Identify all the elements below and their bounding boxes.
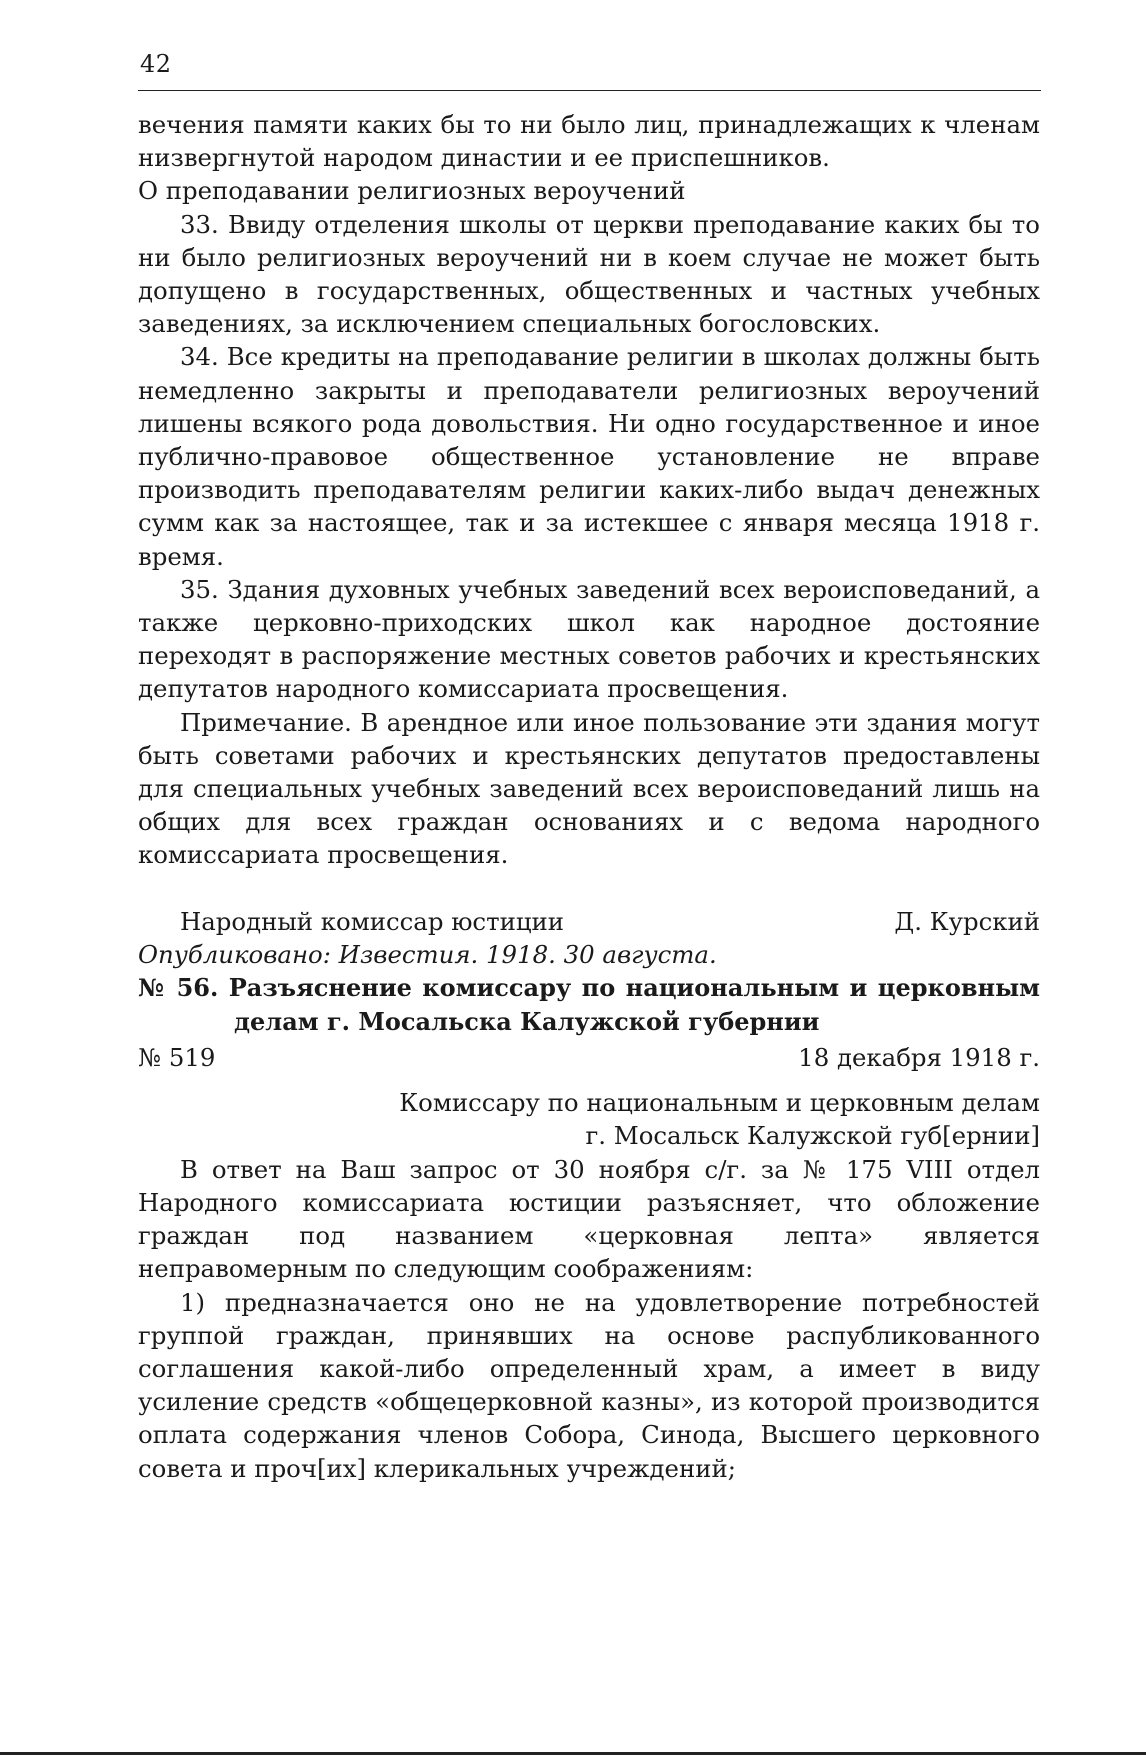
publication-note: Опубликовано: Известия. 1918. 30 августа. [138,939,717,969]
addressee-line-2: г. Мосальск Калужской губ[ернии] [585,1121,1040,1151]
document-date: 18 декабря 1918 г. [798,1043,1040,1073]
page-number: 42 [140,50,172,78]
signature-name: Д. Курский [894,906,1040,936]
document-number-date [138,1041,1040,1074]
addressee-line-1: Комиссару по национальным и церковным делам [399,1088,1040,1118]
bottom-rule [0,1752,1146,1755]
signature-title: Народный комиссар юстиции [180,906,565,936]
document-heading: № 56. Разъяснение комиссару по национальным и церковным делам г. Мосальска Калужской губернии [138,973,1040,1037]
section-heading: О преподавании религиозных вероучений [138,176,686,206]
paragraph-34: 34. Все кредиты на преподавание религии в школах должны быть немедленно закрыты и преподаватели религиозных вероучений лишены всякого рода довольствия. Ни одно государственное и иное публично-правовое общественное установление не вправе производить преподавателям религии каких-либо выдач денежных сумм как за настоящее, так и за истекшее с января месяца 1918 г. время. [138,342,1040,571]
addressee-block [138,1086,1040,1152]
header-rule [138,90,1041,91]
body-paragraph-1: В ответ на Ваш запрос от 30 ноября с/г. за № 175 VIII отдел Народного комиссариата юстиции разъясняет, что обложение граждан под названием «церковная лепта» является неправомерным по следующим соображениям: [138,1154,1040,1284]
signature-block [138,905,1040,938]
paragraph-33: 33. Ввиду отделения школы от церкви преподавание каких бы то ни было религиозных вероучений ни в коем случае не может быть допущено в государственных, общественных и частных учебных заведениях, за исключением специальных богословских. [138,209,1040,339]
note-paragraph: Примечание. В арендное или иное пользование эти здания могут быть советами рабочих и крестьянских депутатов предоставлены для специальных учебных заведений всех вероисповеданий лишь на общих для всех граждан основаниях и с ведома народного комиссариата просвещения. [138,707,1040,870]
body-paragraph-2: 1) предназначается оно не на удовлетворение потребностей группой граждан, принявших на основе распубликованного соглашения какой-либо определенный храм, а имеет в виду усиление средств «общецерковной казны», из которой производится оплата содержания членов Собора, Синода, Высшего церковного совета и проч[их] клерикальных учреждений; [138,1287,1040,1483]
paragraph-35: 35. Здания духовных учебных заведений всех вероисповеданий, а также церковно-приходских школ как народное достояние переходят в распоряжение местных советов рабочих и крестьянских депутатов народного комиссариата просвещения. [138,574,1040,704]
document-number: № 519 [138,1043,216,1073]
page-content [138,108,1040,1485]
carryover-paragraph: вечения памяти каких бы то ни было лиц, принадлежащих к членам низвергнутой народом династии и ее приспешников. [138,110,1040,173]
